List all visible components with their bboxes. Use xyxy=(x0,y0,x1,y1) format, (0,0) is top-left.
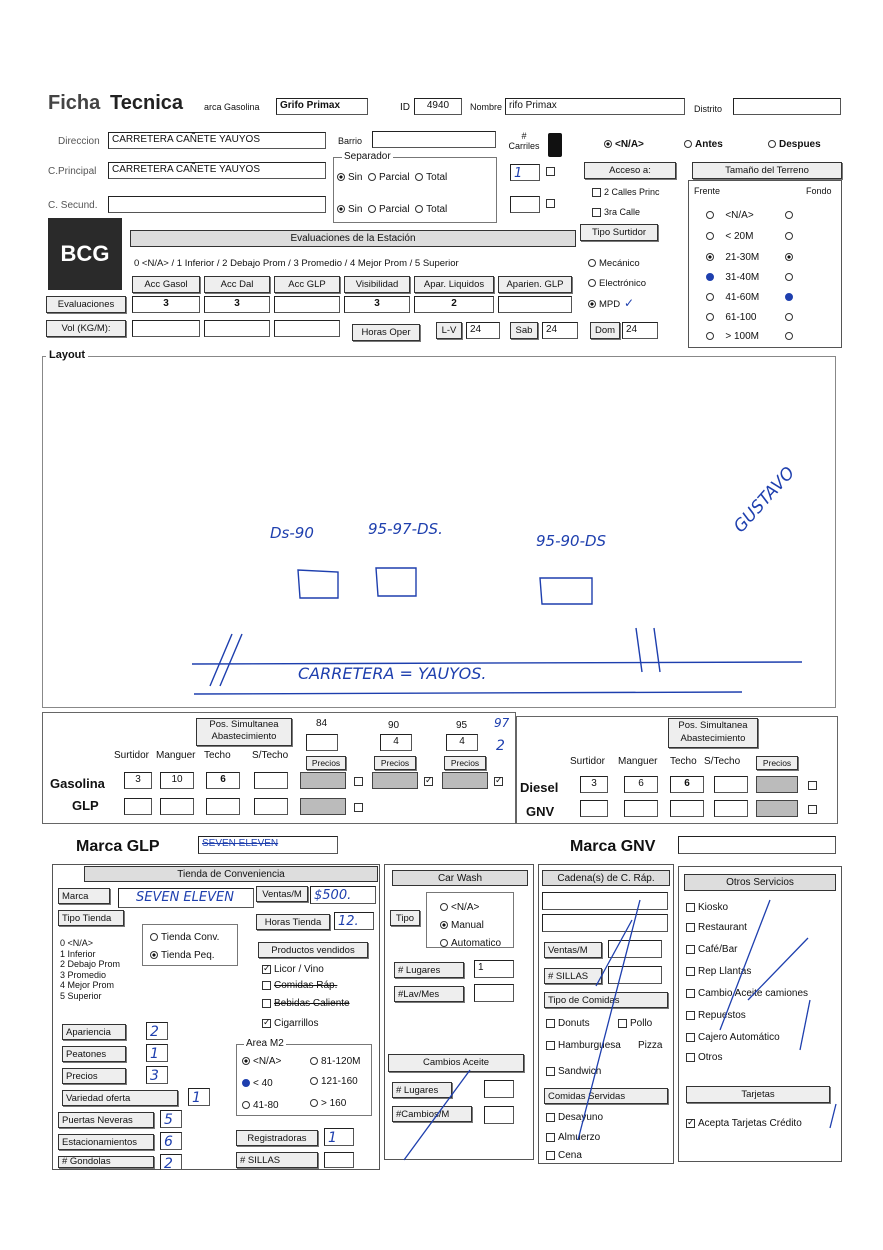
marca-glp-field[interactable]: SEVEN ELEVEN xyxy=(198,836,338,854)
otros-llantas[interactable]: Rep Llantas xyxy=(686,966,751,977)
cadena-field-2[interactable] xyxy=(542,914,668,932)
aparien-glp-button[interactable]: Aparien. GLP xyxy=(498,276,572,293)
pos-simultanea-gas[interactable]: Pos. Simultanea Abastecimiento xyxy=(196,718,292,746)
rating-peatones-value[interactable]: 1 xyxy=(146,1044,168,1062)
eval-acc-gasol[interactable]: 3 xyxy=(132,296,200,313)
cambios-title: Cambios Aceite xyxy=(388,1054,524,1072)
servida-cena[interactable]: Cena xyxy=(546,1150,582,1161)
otros-kiosko[interactable]: Kiosko xyxy=(686,902,728,913)
id-label: ID xyxy=(400,102,410,113)
area-label: Area M2 xyxy=(246,1038,284,1049)
tarjetas-credito[interactable]: ✓Acepta Tarjetas Crédito xyxy=(686,1118,802,1129)
vol-button[interactable]: Vol (KG/M): xyxy=(46,320,126,337)
registradoras-label: Registradoras xyxy=(236,1130,318,1146)
producto-licor[interactable]: ✓Licor / Vino xyxy=(262,964,324,975)
carwash-lavmes-label: #Lav/Mes xyxy=(394,986,464,1002)
diesel-precios[interactable]: Precios xyxy=(756,756,798,770)
secund-field[interactable] xyxy=(108,196,326,213)
glp-manguer[interactable] xyxy=(160,798,194,815)
gnv-precio-cell[interactable] xyxy=(756,800,798,817)
gnv-techo[interactable] xyxy=(670,800,704,817)
gas-col-techo: Techo xyxy=(204,750,231,761)
layout-note-5: CARRETERA = YAUYOS. xyxy=(298,664,487,683)
evaluaciones-button[interactable]: Evaluaciones xyxy=(46,296,126,313)
acc-dal-button[interactable]: Acc Dal xyxy=(204,276,270,293)
rating-precios-value[interactable]: 3 xyxy=(146,1066,168,1084)
tienda-ventas-label: Ventas/M xyxy=(256,886,308,902)
tipo-sandwich[interactable]: Sandwich xyxy=(546,1066,601,1077)
tipo-pizza[interactable]: Pizza xyxy=(638,1040,663,1051)
evaluaciones-title: Evaluaciones de la Estación xyxy=(130,230,576,247)
servida-desayuno[interactable]: Desayuno xyxy=(546,1112,603,1123)
tienda-scale: 0 <N/A> 1 Inferior 2 Debajo Prom 3 Promedio 4 Mejor Prom 5 Superior xyxy=(60,938,121,1001)
terreno-row-6[interactable]: > 100M xyxy=(706,331,796,342)
tienda-title: Tienda de Conveniencia xyxy=(84,866,378,882)
road-line-1 xyxy=(192,662,802,664)
distrito-field[interactable] xyxy=(733,98,841,115)
cadena-title: Cadena(s) de C. Ráp. xyxy=(542,870,670,886)
antes-radio[interactable]: Antes xyxy=(684,139,723,150)
tienda-sillas-label: # SILLAS xyxy=(236,1152,318,1168)
tienda-peq-radio[interactable]: Tienda Peq. xyxy=(150,950,215,961)
gas-stecho[interactable] xyxy=(254,772,288,789)
rating-gondolas-label: # Gondolas xyxy=(58,1156,154,1168)
carwash-lugares-label: # Lugares xyxy=(394,962,464,978)
title-ficha: Ficha xyxy=(48,92,101,114)
carriles-check-2[interactable] xyxy=(546,198,558,209)
cadena-tipo-label: Tipo de Comidas xyxy=(544,992,668,1008)
otros-repuestos[interactable]: Repuestos xyxy=(686,1010,746,1021)
marca-gnv-field[interactable] xyxy=(678,836,836,854)
diesel-techo[interactable]: 6 xyxy=(670,776,704,793)
barrio-field[interactable] xyxy=(372,131,496,148)
id-field[interactable]: 4940 xyxy=(414,98,462,115)
count-84[interactable] xyxy=(306,734,338,751)
carriles-label: # Carriles xyxy=(508,131,540,151)
eval-acc-glp[interactable] xyxy=(274,296,340,313)
diesel-col-manguer: Manguer xyxy=(618,756,658,767)
grade-97: 97 xyxy=(494,716,510,730)
gas-check-3[interactable] xyxy=(494,776,506,787)
dispenser-1 xyxy=(298,570,338,598)
surtidor-mpd[interactable]: MPD ✓ xyxy=(588,296,634,310)
distrito-label: Distrito xyxy=(694,104,723,114)
lv-field[interactable]: 24 xyxy=(466,322,500,339)
layout-note-3: 95-90-DS xyxy=(536,532,607,550)
title-tecnica: Tecnica xyxy=(110,92,183,114)
glp-label: GLP xyxy=(72,798,99,813)
sep-row-1[interactable]: Sin Parcial Total xyxy=(337,172,447,183)
area-lt40[interactable]: < 40 xyxy=(242,1078,273,1089)
acceso-2calles[interactable]: 2 Calles Princ xyxy=(592,187,660,197)
carwash-automatico[interactable]: Automatico xyxy=(440,938,501,949)
dispenser-2 xyxy=(376,568,416,596)
visibilidad-button[interactable]: Visibilidad xyxy=(344,276,410,293)
gas-precios-1[interactable]: Precios xyxy=(306,756,346,770)
rating-neveras-label: Puertas Neveras xyxy=(58,1112,154,1128)
rating-apariencia-value[interactable]: 2 xyxy=(146,1022,168,1040)
acc-glp-button[interactable]: Acc GLP xyxy=(274,276,340,293)
terreno-row-2[interactable]: 21-30M xyxy=(706,252,796,263)
carwash-lavmes-field[interactable] xyxy=(474,984,514,1002)
tienda-sillas-field[interactable] xyxy=(324,1152,354,1168)
gas-precios-2[interactable]: Precios xyxy=(374,756,416,770)
rating-gondolas-value[interactable]: 2 xyxy=(160,1154,182,1170)
carriles-field-2[interactable] xyxy=(510,196,540,213)
nombre-label: Nombre xyxy=(470,102,503,112)
cambios-mes-field[interactable] xyxy=(484,1106,514,1124)
tienda-marca-label: Marca xyxy=(58,888,110,904)
gas-check-2[interactable] xyxy=(424,776,436,787)
pos-simultanea-diesel[interactable]: Pos. Simultanea Abastecimiento xyxy=(668,718,758,748)
cadena-ventas-label: Ventas/M xyxy=(544,942,602,958)
count-95[interactable]: 4 xyxy=(446,734,478,751)
producto-cigarrillos[interactable]: ✓Cigarrillos xyxy=(262,1018,318,1029)
tipo-surtidor-button[interactable]: Tipo Surtidor xyxy=(580,224,658,241)
diesel-col-stecho: S/Techo xyxy=(704,756,741,767)
gas-precio-cell-1[interactable] xyxy=(300,772,346,789)
gas-manguer[interactable]: 10 xyxy=(160,772,194,789)
diesel-label: Diesel xyxy=(520,780,559,795)
rating-variedad-label: Variedad oferta xyxy=(62,1090,178,1106)
rating-estacionamientos-label: Estacionamientos xyxy=(58,1134,154,1150)
carwash-lugares-field[interactable]: 1 xyxy=(474,960,514,978)
eval-apar-liquidos[interactable]: 2 xyxy=(414,296,494,313)
sab-field[interactable]: 24 xyxy=(542,322,578,339)
diesel-precio-cell[interactable] xyxy=(756,776,798,793)
rating-precios-label: Precios xyxy=(62,1068,126,1084)
terreno-row-5[interactable]: 61-100 xyxy=(706,312,796,323)
rating-peatones-label: Peatones xyxy=(62,1046,126,1062)
separador-label: Separador xyxy=(344,151,391,162)
tienda-marca-hand: SEVEN ELEVEN xyxy=(136,890,234,905)
area-gt160[interactable]: > 160 xyxy=(310,1098,346,1109)
surtidor-electronico[interactable]: Electrónico xyxy=(588,278,646,289)
count-97: 2 xyxy=(496,738,505,754)
terreno-fondo: Fondo xyxy=(806,186,832,196)
principal-field[interactable]: CARRETERA CAÑETE YAUYOS xyxy=(108,162,326,179)
carwash-title: Car Wash xyxy=(392,870,528,886)
terreno-frente: Frente xyxy=(694,186,721,196)
glp-precio-cell[interactable] xyxy=(300,798,346,815)
gasolina-label: Gasolina xyxy=(50,776,105,791)
glp-techo[interactable] xyxy=(206,798,240,815)
count-90[interactable]: 4 xyxy=(380,734,412,751)
diesel-stecho[interactable] xyxy=(714,776,748,793)
area-41-80[interactable]: 41-80 xyxy=(242,1100,279,1111)
dispenser-3 xyxy=(540,578,592,604)
tienda-tipo-label: Tipo Tienda xyxy=(58,910,124,926)
rating-variedad-value[interactable]: 1 xyxy=(188,1088,210,1106)
productos-label: Productos vendidos xyxy=(258,942,368,958)
horas-oper-button[interactable]: Horas Oper xyxy=(352,324,420,341)
tipo-donuts[interactable]: Donuts xyxy=(546,1018,590,1029)
tienda-conv-radio[interactable]: Tienda Conv. xyxy=(150,932,219,943)
sep-row-2[interactable]: Sin Parcial Total xyxy=(337,204,447,215)
otros-cajero[interactable]: Cajero Automático xyxy=(686,1032,780,1043)
gnv-check[interactable] xyxy=(808,804,820,815)
servida-almuerzo[interactable]: Almuerzo xyxy=(546,1132,600,1143)
area-na[interactable]: <N/A> xyxy=(242,1056,281,1067)
nombre-field[interactable]: rifo Primax xyxy=(505,98,685,115)
dom-label: Dom xyxy=(590,322,620,339)
gas-surtidor[interactable]: 3 xyxy=(124,772,152,789)
layout-title: Layout xyxy=(46,349,88,361)
carriles-field[interactable]: 1 xyxy=(510,164,540,181)
otros-cafe[interactable]: Café/Bar xyxy=(686,944,737,955)
cadena-sillas-field[interactable] xyxy=(608,966,662,984)
marca-gnv-label: Marca GNV xyxy=(570,838,656,855)
direccion-field[interactable]: CARRETERA CAÑETE YAUYOS xyxy=(108,132,326,149)
despues-radio[interactable]: Despues xyxy=(768,139,821,150)
producto-bebidas[interactable]: Bebidas Caliente xyxy=(262,998,350,1009)
carwash-na[interactable]: <N/A> xyxy=(440,902,479,913)
tarjetas-title: Tarjetas xyxy=(686,1086,830,1103)
road-slash-left xyxy=(210,634,242,686)
lv-label: L-V xyxy=(436,322,462,339)
acceso-button[interactable]: Acceso a: xyxy=(584,162,676,179)
direccion-label: Direccion xyxy=(58,136,100,147)
surtidor-mecanico[interactable]: Mecánico xyxy=(588,258,640,269)
terreno-row-3[interactable]: 31-40M xyxy=(706,272,796,283)
gas-col-stecho: S/Techo xyxy=(252,750,289,761)
area-81-120[interactable]: 81-120M xyxy=(310,1056,360,1067)
layout-note-2: 95-97-DS. xyxy=(368,520,443,538)
gas-precio-cell-2[interactable] xyxy=(372,772,418,789)
grade-90: 90 xyxy=(388,720,400,731)
evaluaciones-scale: 0 <N/A> / 1 Inferior / 2 Debajo Prom / 3 Promedio / 4 Mejor Prom / 5 Superior xyxy=(134,258,459,269)
dom-field[interactable]: 24 xyxy=(622,322,658,339)
glp-surtidor[interactable] xyxy=(124,798,152,815)
bcg-logo: BCG xyxy=(48,218,122,290)
secund-label: C. Secund. xyxy=(48,200,98,211)
marca-gasolina-field[interactable]: Grifo Primax xyxy=(276,98,368,115)
sab-label: Sab xyxy=(510,322,538,339)
cadena-sillas-label: # SILLAS xyxy=(544,968,602,984)
gas-check-1[interactable] xyxy=(354,776,366,787)
rating-apariencia-label: Apariencia xyxy=(62,1024,126,1040)
gnv-label: GNV xyxy=(526,804,555,819)
acceso-3racalle[interactable]: 3ra Calle xyxy=(592,207,640,217)
diesel-col-surtidor: Surtidor xyxy=(570,756,606,767)
cadena-field-1[interactable] xyxy=(542,892,668,910)
grade-84: 84 xyxy=(316,718,328,729)
grade-95: 95 xyxy=(456,720,468,731)
tipo-hamburguesa[interactable]: Hamburguesa xyxy=(546,1040,621,1051)
tienda-horas-field[interactable]: 12. xyxy=(334,912,374,930)
otros-cambio-aceite[interactable]: Cambio Aceite camiones xyxy=(686,988,808,999)
terreno-row-1[interactable]: < 20M xyxy=(706,231,796,242)
vol-field-2[interactable] xyxy=(204,320,270,337)
terreno-row-4[interactable]: 41-60M xyxy=(706,292,796,303)
cadena-servidas-label: Comidas Servidas xyxy=(544,1088,668,1104)
carwash-manual[interactable]: Manual xyxy=(440,920,484,931)
registradoras-value[interactable]: 1 xyxy=(324,1128,354,1146)
eval-acc-dal[interactable]: 3 xyxy=(204,296,270,313)
gas-col-manguer: Manguer xyxy=(156,750,196,761)
cambios-mes-label: #Cambios/M xyxy=(392,1106,472,1122)
rating-estacionamientos-value[interactable]: 6 xyxy=(160,1132,182,1150)
eval-visibilidad[interactable]: 3 xyxy=(344,296,410,313)
layout-note-4: GUSTAVO xyxy=(729,463,800,537)
eval-aparien-glp[interactable] xyxy=(498,296,572,313)
otros-restaurant[interactable]: Restaurant xyxy=(686,922,747,933)
gnv-surtidor[interactable] xyxy=(580,800,608,817)
glp-stecho[interactable] xyxy=(254,798,288,815)
gas-col-surtidor: Surtidor xyxy=(114,750,150,761)
tienda-ventas-field[interactable]: $500. xyxy=(310,886,376,904)
otros-otros[interactable]: Otros xyxy=(686,1052,722,1063)
apar-liquidos-button[interactable]: Apar. Liquidos xyxy=(414,276,494,293)
principal-label: C.Principal xyxy=(48,166,97,177)
layout-note-1: Ds-90 xyxy=(270,524,314,542)
terreno-button[interactable]: Tamaño del Terreno xyxy=(692,162,842,179)
cambios-lugares-label: # Lugares xyxy=(392,1082,452,1098)
traffic-light-icon xyxy=(548,133,562,157)
glp-check[interactable] xyxy=(354,802,366,813)
vol-field-1[interactable] xyxy=(132,320,200,337)
barrio-label: Barrio xyxy=(338,136,363,146)
gas-techo[interactable]: 6 xyxy=(206,772,240,789)
vol-field-3[interactable] xyxy=(274,320,340,337)
terreno-row-0[interactable]: <N/A> xyxy=(706,210,796,221)
road-line-2 xyxy=(194,692,742,694)
marca-gasolina-label: arca Gasolina xyxy=(204,102,260,112)
marca-glp-label: Marca GLP xyxy=(76,838,160,855)
tipo-pollo[interactable]: Pollo xyxy=(618,1018,652,1029)
diesel-check[interactable] xyxy=(808,780,820,791)
antes-na-radio[interactable]: <N/A> xyxy=(604,139,644,150)
rating-neveras-value[interactable]: 5 xyxy=(160,1110,182,1128)
cambios-lugares-field[interactable] xyxy=(484,1080,514,1098)
diesel-col-techo: Techo xyxy=(670,756,697,767)
gnv-manguer[interactable] xyxy=(624,800,658,817)
gas-precio-cell-3[interactable] xyxy=(442,772,488,789)
gas-precios-3[interactable]: Precios xyxy=(444,756,486,770)
cadena-ventas-field[interactable] xyxy=(608,940,662,958)
carwash-tipo-label: Tipo xyxy=(390,910,420,926)
area-121-160[interactable]: 121-160 xyxy=(310,1076,358,1087)
diesel-manguer[interactable]: 6 xyxy=(624,776,658,793)
tienda-horas-label: Horas Tienda xyxy=(256,914,330,930)
carriles-check[interactable] xyxy=(546,166,558,177)
gnv-stecho[interactable] xyxy=(714,800,748,817)
road-slash-right xyxy=(636,628,660,672)
diesel-surtidor[interactable]: 3 xyxy=(580,776,608,793)
otros-title: Otros Servicios xyxy=(684,874,836,891)
acc-gasol-button[interactable]: Acc Gasol xyxy=(132,276,200,293)
producto-comidas[interactable]: Comidas Ráp. xyxy=(262,980,337,991)
